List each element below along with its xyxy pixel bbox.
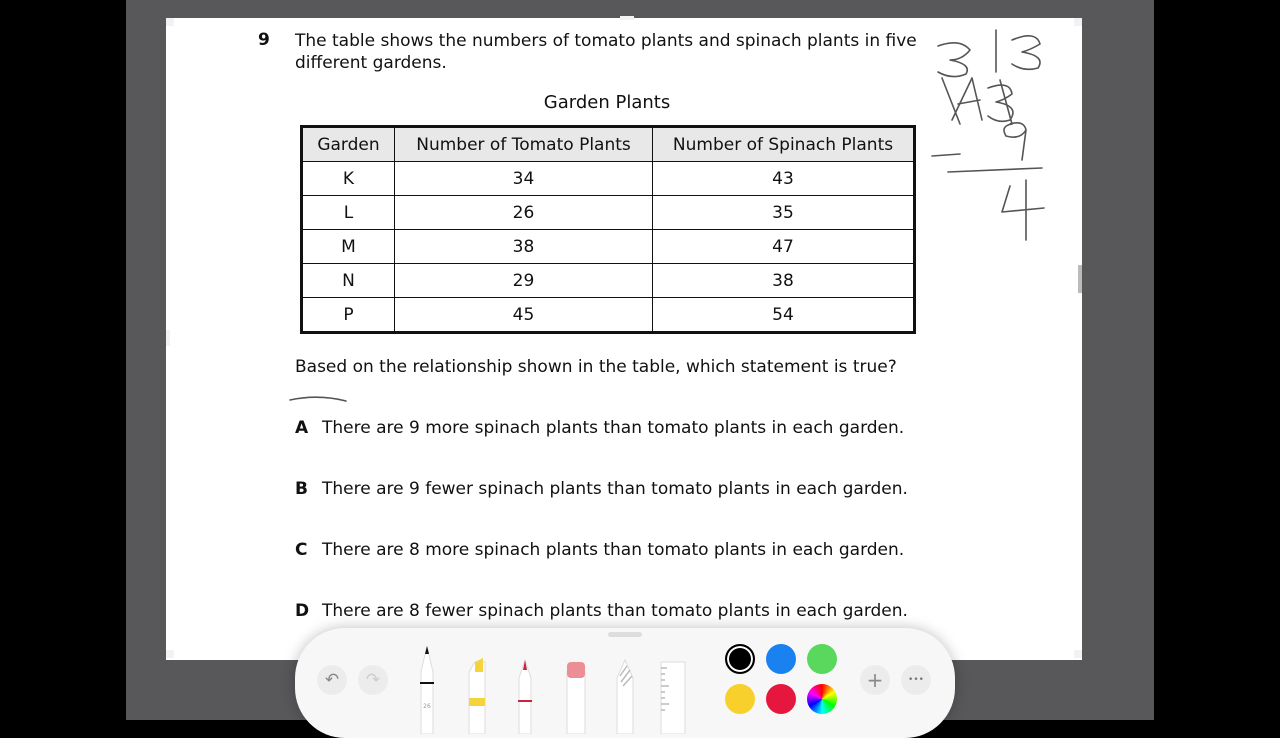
table-row [302, 162, 915, 196]
header-tomato: Number of Tomato Plants [395, 127, 653, 162]
crop-handle[interactable] [620, 16, 634, 20]
choice-letter: A [295, 418, 309, 438]
cell: 29 [395, 264, 653, 298]
cell: 45 [395, 298, 653, 333]
garden-plants-table [300, 125, 916, 334]
plus-icon: + [866, 668, 884, 692]
undo-icon: ↶ [324, 670, 340, 690]
color-black-swatch[interactable] [725, 644, 755, 674]
markup-toolbar [295, 628, 955, 738]
cell: N [302, 264, 395, 298]
ruler-tool[interactable] [657, 642, 687, 734]
choice-text: There are 9 more spinach plants than tomato plants in each garden. [322, 418, 905, 438]
toolbar-drag-handle[interactable] [608, 632, 642, 637]
color-yellow-swatch[interactable] [725, 684, 755, 714]
cell: 26 [395, 196, 653, 230]
color-blue-swatch[interactable] [766, 644, 796, 674]
cell: 35 [653, 196, 915, 230]
choice-letter: D [295, 601, 310, 621]
choice-a[interactable] [295, 417, 915, 439]
cell: M [302, 230, 395, 264]
choice-c[interactable] [295, 539, 915, 561]
table-row [302, 196, 915, 230]
eraser-tool[interactable] [563, 642, 589, 734]
crop-handle[interactable] [166, 18, 174, 26]
cell: 38 [653, 264, 915, 298]
header-spinach: Number of Spinach Plants [653, 127, 915, 162]
cell: K [302, 162, 395, 196]
question-stem: The table shows the numbers of tomato plants and spinach plants in five different gardens. [295, 31, 917, 73]
redo-button[interactable] [358, 665, 388, 695]
table-title: Garden Plants [543, 92, 671, 113]
cell: 38 [395, 230, 653, 264]
header-garden: Garden [302, 127, 395, 162]
cell: 34 [395, 162, 653, 196]
cell: P [302, 298, 395, 333]
choice-letter: C [295, 540, 308, 560]
crop-handle[interactable] [1074, 650, 1082, 658]
crop-handle[interactable] [166, 330, 170, 346]
color-picker-swatch[interactable] [807, 684, 837, 714]
document-page [166, 18, 1082, 660]
choice-text: There are 8 more spinach plants than tomato plants in each garden. [322, 540, 905, 560]
color-green-swatch[interactable] [807, 644, 837, 674]
crop-handle[interactable] [1074, 18, 1082, 26]
question-number: 9 [258, 30, 270, 50]
pen-width-label: 26 [423, 703, 431, 710]
question-prompt: Based on the relationship shown in the table, which statement is true? [295, 357, 897, 377]
add-button[interactable] [860, 665, 890, 695]
redo-icon: ↷ [365, 670, 381, 690]
cell: 47 [653, 230, 915, 264]
highlighter-tool[interactable] [465, 642, 489, 734]
color-red-swatch[interactable] [766, 684, 796, 714]
undo-button[interactable] [317, 665, 347, 695]
crop-handle[interactable] [1078, 265, 1082, 293]
marker-tool[interactable] [513, 642, 537, 734]
table-row [302, 230, 915, 264]
table-row [302, 264, 915, 298]
more-button[interactable] [901, 665, 931, 695]
choice-b[interactable] [295, 478, 915, 500]
more-icon: ••• [908, 675, 924, 685]
table-header-row [302, 127, 915, 162]
choice-text: There are 8 fewer spinach plants than tomato plants in each garden. [322, 601, 908, 621]
cell: L [302, 196, 395, 230]
cell: 54 [653, 298, 915, 333]
crop-handle[interactable] [166, 650, 174, 658]
choice-letter: B [295, 479, 308, 499]
lasso-tool[interactable] [613, 642, 637, 734]
cell: 43 [653, 162, 915, 196]
table-row [302, 298, 915, 333]
choice-text: There are 9 fewer spinach plants than tomato plants in each garden. [322, 479, 908, 499]
pen-tool[interactable] [415, 642, 439, 734]
